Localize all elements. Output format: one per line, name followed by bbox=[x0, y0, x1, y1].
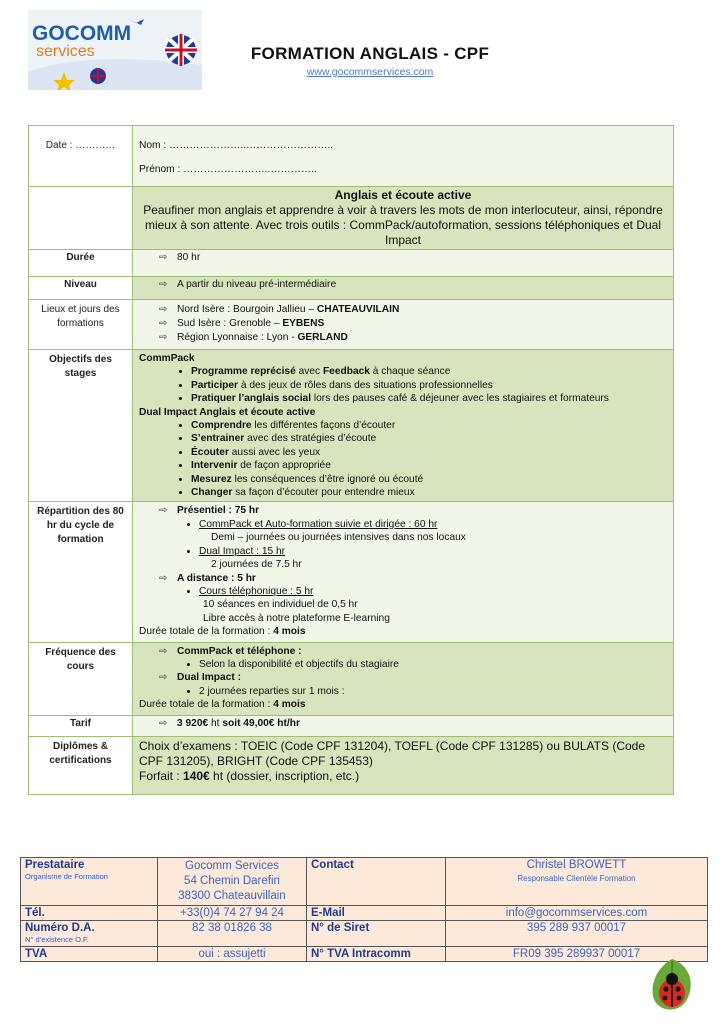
total-duration: Durée totale de la formation : 4 mois bbox=[139, 699, 306, 711]
website-link[interactable]: www.gocommservices.com bbox=[306, 66, 434, 78]
table-row bbox=[29, 250, 674, 277]
arrow-icon: ⇨ bbox=[159, 318, 168, 329]
arrow-icon: ⇨ bbox=[159, 279, 168, 290]
presentiel-title: Présentiel : 75 hr bbox=[177, 505, 260, 517]
ladybug-icon bbox=[646, 955, 698, 1017]
table-row bbox=[29, 126, 674, 187]
lieu-item: ⇨ Région Lyonnaise : Lyon - GERLAND bbox=[159, 332, 348, 343]
list-item: • Dual Impact : 15 hr bbox=[199, 545, 667, 558]
list-item: • Écouter aussi avec les yeux bbox=[191, 446, 667, 459]
table-row: TVA oui : assujetti N° TVA Intracomm FR09 395 289937 00017 bbox=[21, 947, 708, 962]
svg-text:services: services bbox=[36, 43, 95, 60]
prenom-field[interactable]: Prénom : ……………………..………….. bbox=[139, 164, 317, 175]
intro-text: Peaufiner mon anglais et apprendre à voir à travers les mots de mon interlocuteur, ainsi, répondre mieux à son attente. Avec trois outils : CommPack/autoformation, sessions téléphoniques et Dual Impact bbox=[143, 203, 663, 247]
arrow-icon: ⇨ bbox=[159, 672, 168, 684]
table-row bbox=[29, 187, 674, 250]
objectifs-label: Objectifs des stages bbox=[29, 350, 133, 502]
list-item: • 2 journées reparties sur 1 mois : bbox=[199, 685, 667, 698]
duree-value: 80 hr bbox=[177, 252, 201, 263]
diplomes-text: Choix d’examens : TOEIC (Code CPF 131204), TOEFL (Code CPF 131285) ou BULATS (Code CPF 131205), BRIGHT (Code CPF 135453) bbox=[139, 738, 646, 768]
list-item: • Changer sa façon d’écouter pour entendre mieux bbox=[191, 486, 667, 499]
gocomm-logo bbox=[28, 10, 202, 90]
forfait-text: Forfait : 140€ ht (dossier, inscription, etc.) bbox=[139, 768, 360, 783]
arrow-icon: ⇨ bbox=[159, 572, 168, 584]
list-item: • Intervenir de façon appropriée bbox=[191, 459, 667, 472]
arrow-icon: ⇨ bbox=[159, 304, 168, 315]
table-row: Tarif ⇨ 3 920€ ht soit 49,00€ ht/hr bbox=[29, 715, 674, 736]
dual-list bbox=[139, 419, 667, 499]
footer-table bbox=[20, 857, 708, 962]
dual-title: Dual Impact Anglais et écoute active bbox=[139, 406, 316, 418]
tarif-label: Tarif bbox=[29, 715, 133, 736]
page-title: FORMATION ANGLAIS - CPF bbox=[250, 44, 490, 63]
intro-title: Anglais et écoute active bbox=[334, 188, 472, 202]
list-item: • Pratiquer l’anglais social lors des pauses café & déjeuner avec les stagiaires et formateurs bbox=[191, 392, 667, 405]
frequence-label: Fréquence des cours bbox=[29, 642, 133, 715]
lieux-label: Lieux et jours des formations bbox=[29, 300, 133, 350]
table-row: Répartition des 80 hr du cycle de formation ⇨ Présentiel : 75 hr • CommPack et Auto-formation suivie et dirigée : 60 hr Demi – journées ou journées intensives dans nos locaux • Dual Impact : 15 hr 2 journées de 7.5 hr ⇨ A distance : 5 hr • Cours téléphonique : 5 hr 10 séances en individuel de 0,5 hr Libre accès à notre plateforme E-learning Durée totale de la formation : 4 mois bbox=[29, 502, 674, 642]
formation-table bbox=[28, 125, 674, 795]
table-row: Prestataire Organisme de Formation Gocomm Services 54 Chemin Darefin 38300 Chateauvillain Contact Christel BROWETT Responsable Clientèle Formation bbox=[21, 858, 708, 906]
table-row bbox=[29, 300, 674, 350]
list-item: • S’entrainer avec des stratégies d’écoute bbox=[191, 432, 667, 445]
date-field[interactable]: Date : ………… bbox=[29, 126, 133, 187]
tarif-price: 3 920€ bbox=[177, 717, 209, 729]
list-item: • Programme reprécisé avec Feedback à chaque séance bbox=[191, 365, 667, 378]
email-link[interactable]: info@gocommservices.com bbox=[446, 906, 708, 921]
commpack-title: CommPack bbox=[139, 353, 195, 364]
list-item: • Selon la disponibilité et objectifs du stagiaire bbox=[199, 658, 667, 671]
arrow-icon: ⇨ bbox=[159, 717, 168, 729]
table-row: Fréquence des cours ⇨ CommPack et téléphone : • Selon la disponibilité et objectifs du stagiaire ⇨ Dual Impact : • 2 journées reparties sur 1 mois : Durée totale de la formation : 4 mois bbox=[29, 642, 674, 715]
arrow-icon: ⇨ bbox=[159, 505, 168, 517]
table-row: Tél. +33(0)4 74 27 94 24 E-Mail info@gocommservices.com bbox=[21, 906, 708, 921]
nom-field[interactable]: Nom : …………………..…………………….. bbox=[139, 140, 334, 151]
tel-value: +33(0)4 74 27 94 24 bbox=[158, 906, 307, 921]
contact-name: Christel BROWETT bbox=[526, 859, 627, 871]
duree-label: Durée bbox=[29, 250, 133, 277]
logo-text: GOCOMM bbox=[32, 22, 132, 45]
list-item: • Participer à des jeux de rôles dans des situations professionnelles bbox=[191, 379, 667, 392]
niveau-value: A partir du niveau pré-intermédiaire bbox=[177, 279, 337, 290]
table-row bbox=[29, 350, 674, 502]
diplomes-label: Diplômes & certifications bbox=[29, 736, 133, 794]
prestataire-label: Prestataire bbox=[25, 859, 85, 871]
table-row bbox=[29, 736, 674, 794]
table-row: Numéro D.A. N° d’existence O.F. 82 38 01826 38 N° de Siret 395 289 937 00017 bbox=[21, 921, 708, 947]
lieu-item: ⇨ Sud Isère : Grenoble – EYBENS bbox=[159, 318, 325, 329]
total-duration: Durée totale de la formation : 4 mois bbox=[139, 626, 306, 638]
arrow-icon: ⇨ bbox=[159, 645, 168, 657]
lieu-item: ⇨ Nord Isère : Bourgoin Jallieu – CHATEAUVILAIN bbox=[159, 304, 400, 315]
list-item: • Mesurez les conséquences d’être ignoré ou écouté bbox=[191, 473, 667, 486]
table-row bbox=[29, 277, 674, 300]
list-item: • Cours téléphonique : 5 hr bbox=[199, 585, 667, 598]
commpack-list bbox=[139, 365, 667, 405]
distance-title: A distance : 5 hr bbox=[177, 572, 256, 584]
arrow-icon: ⇨ bbox=[159, 332, 168, 343]
list-item: • Comprendre les différentes façons d’écouter bbox=[191, 419, 667, 432]
niveau-label: Niveau bbox=[29, 277, 133, 300]
repartition-label: Répartition des 80 hr du cycle de formation bbox=[29, 502, 133, 642]
list-item: • CommPack et Auto-formation suivie et dirigée : 60 hr bbox=[199, 518, 667, 531]
arrow-icon: ⇨ bbox=[159, 252, 168, 263]
